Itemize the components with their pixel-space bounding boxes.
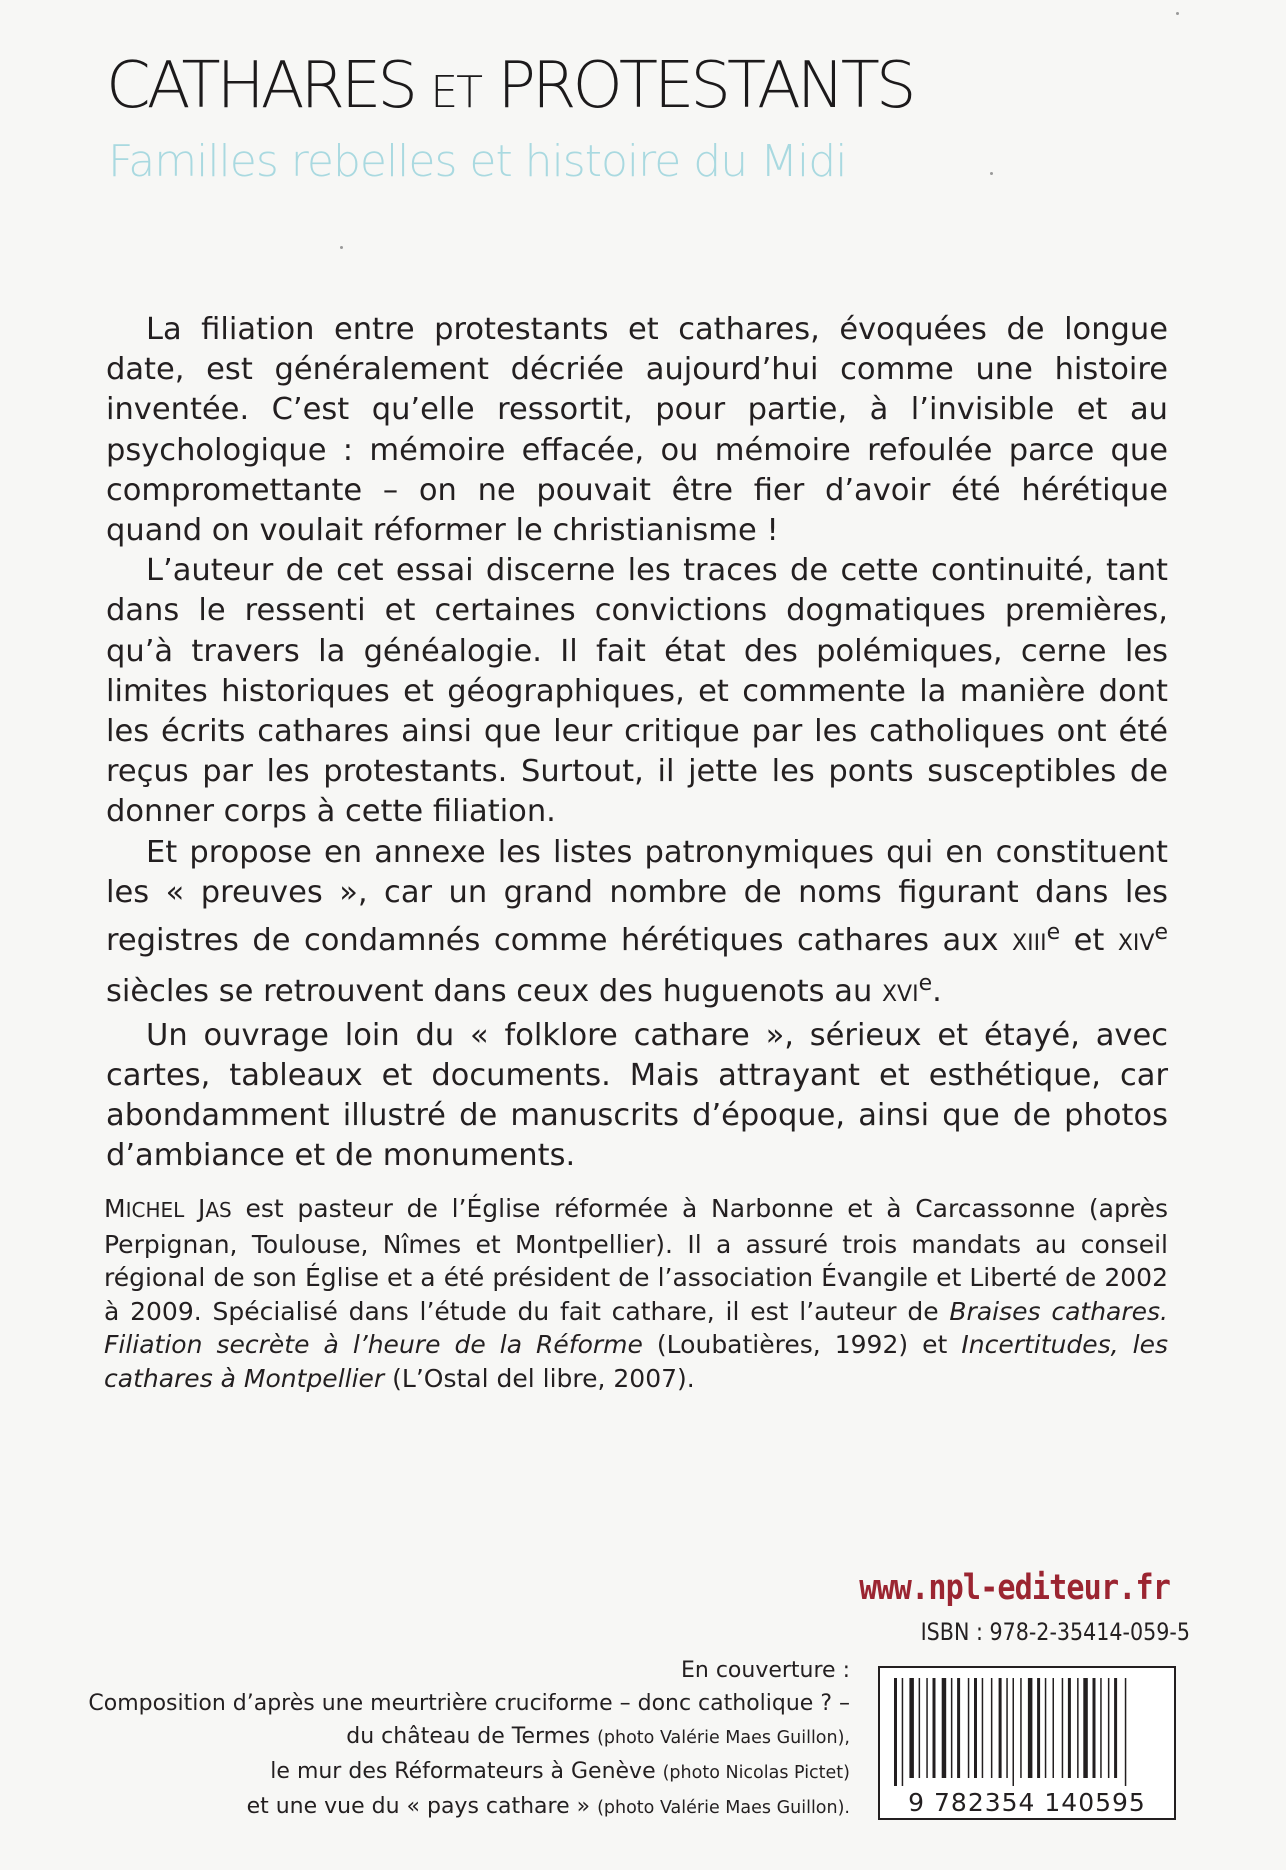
credits-line-2-photo: (photo Valérie Maes Guillon),	[597, 1728, 850, 1748]
credits-line-4-main: et une vue du « pays cathare »	[246, 1794, 598, 1819]
century-14: XIV	[1117, 931, 1155, 957]
author-first-initial: M	[104, 1194, 126, 1223]
century-13-sup: e	[1046, 920, 1061, 946]
cover-credits	[60, 1654, 850, 1825]
summary-p3-part-a: Et propose en annexe les listes patronymiques qui en constituent les « preuves », car un grand nombre de noms figurant dans les registres de condamnés comme hérétiques cathares aux	[106, 834, 1168, 959]
century-13: XIII	[1012, 931, 1047, 957]
credits-line-2	[60, 1720, 850, 1755]
summary-paragraph-1: La filiation entre protestants et cathares, évoquées de longue date, est généralement décriée aujourd’hui comme une histoire inventée. C’est qu’elle ressortit, pour partie, à l’invisible et au psychologique : mémoire effacée, ou mémoire refoulée parce que compromettante – on ne pouvait être fier d’avoir été hérétique quand on voulait réformer le christianisme !	[106, 312, 1168, 549]
summary-paragraph-3	[106, 833, 1168, 1016]
author-first-rest: ICHEL	[125, 1198, 185, 1222]
title-word-cathares: CATHARES	[106, 49, 415, 123]
book-subtitle: Familles rebelles et histoire du Midi	[108, 136, 847, 187]
barcode-bar	[926, 1678, 928, 1778]
barcode-bar	[894, 1678, 897, 1786]
author-bio	[104, 1192, 1168, 1395]
bio-text-c: (L’Ostal del libre, 2007).	[384, 1363, 695, 1393]
credits-line-4-photo: (photo Valérie Maes Guillon).	[597, 1798, 850, 1818]
summary-p3-part-b: et	[1060, 923, 1118, 959]
publisher-url[interactable]: www.npl-editeur.fr	[859, 1568, 1170, 1608]
barcode-bar	[1100, 1678, 1102, 1778]
credits-line-3-main: le mur des Réformateurs à Genève	[270, 1759, 663, 1784]
summary-p3-end: .	[932, 974, 942, 1010]
isbn-number: ISBN : 978-2-35414-059-5	[920, 1618, 1190, 1646]
summary-paragraph-4: Un ouvrage loin du « folklore cathare », sérieux et étayé, avec cartes, tableaux et documents. Mais attrayant et esthétique, car abondamment illustré de manuscrits d’époque, ainsi que de photos d’ambiance et de monuments.	[106, 1017, 1168, 1174]
credits-line-4	[60, 1790, 850, 1825]
barcode-bar	[968, 1678, 970, 1778]
credits-heading: En couverture :	[680, 1658, 850, 1683]
book-title	[106, 48, 1206, 131]
credits-line-1: Composition d’après une meurtrière cruciforme – donc catholique ? –	[88, 1691, 850, 1716]
barcode-bar	[1108, 1678, 1110, 1778]
barcode-bar	[1045, 1678, 1047, 1778]
barcode-bars-icon	[890, 1678, 1164, 1786]
barcode-bar	[1006, 1678, 1008, 1778]
scan-speck	[340, 246, 343, 249]
barcode-bar	[1037, 1678, 1040, 1778]
barcode-bar	[974, 1678, 977, 1778]
credits-line-3-photo: (photo Nicolas Pictet)	[662, 1763, 850, 1783]
author-last-initial: J	[184, 1194, 206, 1223]
isbn-barcode	[878, 1666, 1176, 1820]
barcode-bar	[1068, 1678, 1071, 1778]
barcode-bar	[909, 1678, 914, 1778]
barcode-bar	[1053, 1678, 1055, 1778]
bio-text-a: est pasteur de l’Église réformée à Narbonne et à Carcassonne (après Perpignan, Toulouse, Nîmes et Montpellier). Il a assuré trois mandats au conseil régional de son Église et a été président de l’association Évangile et Liberté de 2002 à 2009. Spécialisé dans l’étude du fait cathare, il est l’auteur de	[104, 1194, 1168, 1326]
summary-text	[106, 310, 1168, 1177]
author-name	[104, 1194, 232, 1223]
title-word-et: ET	[430, 67, 482, 118]
bio-book-braises: Braises cathares. Filiation secrète à l’heure de la Réforme	[104, 1296, 1168, 1359]
scan-speck	[1176, 12, 1179, 15]
century-16: XVI	[881, 982, 919, 1008]
barcode-bar	[1028, 1678, 1033, 1778]
barcode-bar	[933, 1678, 936, 1778]
credits-line-3	[60, 1755, 850, 1790]
summary-paragraph-2: L’auteur de cet essai discerne les traces de cette continuité, tant dans le ressenti et certaines convictions dogmatiques premières, qu’à travers la généalogie. Il fait état des polémiques, cerne les limites historiques et géographiques, et commente la manière dont les écrits cathares ainsi que leur critique par les catholiques ont été reçus par les protestants. Surtout, il jette les ponts susceptibles de donner corps à cette filiation.	[106, 553, 1168, 830]
barcode-bar	[1062, 1678, 1064, 1778]
barcode-bar	[1013, 1678, 1015, 1786]
barcode-bar	[1114, 1678, 1117, 1778]
barcode-bar	[982, 1678, 984, 1778]
title-word-protestants: PROTESTANTS	[497, 49, 913, 123]
barcode-bar	[902, 1678, 904, 1786]
barcode-bar	[951, 1678, 953, 1778]
barcode-bar	[1020, 1678, 1022, 1778]
barcode-digits: 9 782354 140595	[908, 1788, 1146, 1817]
bio-book-incertitudes: Incertitudes, les cathares à Montpellier	[104, 1330, 1168, 1393]
barcode-bar	[1125, 1678, 1127, 1786]
century-14-sup: e	[1154, 920, 1168, 946]
scan-speck	[990, 172, 993, 175]
barcode-bar	[1093, 1678, 1096, 1778]
barcode-bar	[957, 1678, 960, 1778]
barcode-bar	[942, 1678, 947, 1778]
credits-line-2-main: du château de Termes	[346, 1724, 598, 1749]
summary-p3-part-c: siècles se retrouvent dans ceux des huguenots au	[106, 974, 882, 1010]
barcode-bar	[991, 1678, 993, 1778]
author-last-rest: AS	[205, 1198, 232, 1222]
barcode-bar	[919, 1678, 921, 1778]
barcode-bar	[999, 1678, 1002, 1778]
barcode-bar	[1083, 1678, 1088, 1778]
century-16-sup: e	[918, 971, 933, 997]
bio-text-b: (Loubatières, 1992) et	[642, 1330, 962, 1359]
barcode-bar	[1077, 1678, 1079, 1778]
